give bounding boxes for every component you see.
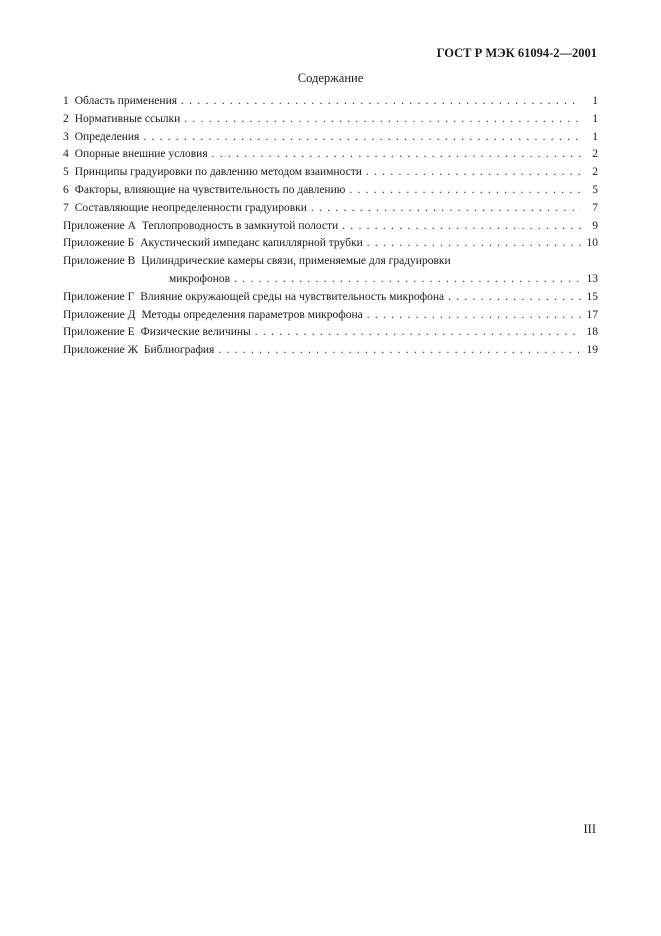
toc-page: 18	[586, 326, 598, 339]
toc-number: 2	[63, 112, 69, 125]
toc-title: Факторы, влияющие на чувствительность по давлению	[74, 183, 346, 196]
toc-title: Область применения	[74, 95, 178, 107]
toc-leader	[311, 202, 581, 214]
toc-title: Методы определения параметров микрофона	[141, 308, 363, 321]
toc-number: 3	[63, 130, 69, 143]
document-header: ГОСТ Р МЭК 61094-2—2001	[436, 46, 597, 60]
toc-page: 5	[592, 183, 598, 196]
toc-page: 17	[586, 308, 598, 321]
toc-leader	[212, 148, 581, 160]
toc-entry	[63, 326, 598, 344]
toc-page: 15	[586, 290, 598, 303]
toc-page: 1	[592, 130, 598, 143]
toc-title-continuation: микрофонов	[169, 272, 231, 285]
toc-leader	[367, 237, 581, 249]
toc-number: Приложение Ж	[63, 344, 138, 357]
toc-number: Приложение Д	[63, 308, 136, 321]
toc-title: Влияние окружающей среды на чувствительность микрофона	[140, 290, 445, 303]
toc-number: 7	[63, 201, 69, 214]
toc-number: Приложение Г	[63, 290, 135, 303]
toc-leader	[448, 291, 581, 303]
toc-page: 1	[592, 95, 598, 107]
toc-title: Физические величины	[140, 326, 251, 339]
toc-entry	[63, 148, 598, 166]
toc-leader	[234, 273, 581, 285]
toc-number: 1	[63, 95, 69, 107]
toc-entry	[63, 131, 598, 149]
toc-title: Составляющие неопределенности градуировки	[74, 201, 307, 214]
toc-leader	[181, 95, 581, 107]
toc-title: Нормативные ссылки	[74, 112, 181, 125]
toc-page: 13	[586, 272, 598, 285]
toc-number: 4	[63, 148, 69, 161]
toc-title: Акустический импеданс капиллярной трубки	[140, 237, 363, 250]
toc-page: 9	[592, 219, 598, 232]
toc-page: 2	[592, 166, 598, 179]
toc-leader	[218, 344, 581, 356]
toc-leader	[255, 326, 581, 338]
toc-entry	[63, 95, 598, 113]
toc-title: Цилиндрические камеры связи, применяемые для градуировки	[141, 255, 451, 268]
toc-title: Принципы градуировки по давлению методом взаимности	[74, 166, 362, 179]
toc-title: Библиография	[143, 344, 215, 357]
toc-leader	[184, 113, 581, 125]
toc-entry	[63, 237, 598, 255]
toc-leader	[143, 131, 581, 143]
toc-number: 6	[63, 183, 69, 196]
toc-entry	[63, 202, 598, 220]
toc-page: 10	[586, 237, 598, 250]
toc-leader	[342, 220, 581, 232]
toc-entry	[63, 255, 598, 273]
toc-entry	[63, 113, 598, 131]
contents-title: Содержание	[297, 71, 364, 85]
toc-entry	[63, 309, 598, 327]
toc-page: 7	[592, 201, 598, 214]
toc-leader	[367, 309, 581, 321]
toc-entry	[63, 184, 598, 202]
toc-page: 1	[592, 112, 598, 125]
toc-entry	[63, 344, 598, 362]
toc-leader	[349, 184, 581, 196]
page-number: III	[583, 822, 596, 836]
toc-entry	[63, 291, 598, 309]
toc-entry-continuation	[63, 273, 598, 291]
toc-number: Приложение А	[63, 219, 136, 232]
table-of-contents	[63, 95, 598, 362]
toc-number: Приложение Б	[63, 237, 135, 250]
toc-leader	[366, 166, 581, 178]
toc-entry	[63, 220, 598, 238]
toc-page: 2	[592, 148, 598, 161]
toc-number: Приложение В	[63, 255, 136, 268]
toc-title: Теплопроводность в замкнутой полости	[141, 219, 339, 232]
toc-title: Опорные внешние условия	[74, 148, 208, 161]
toc-number: 5	[63, 166, 69, 179]
toc-page: 19	[586, 344, 598, 357]
toc-entry	[63, 166, 598, 184]
toc-number: Приложение Е	[63, 326, 135, 339]
toc-title: Определения	[74, 130, 140, 143]
